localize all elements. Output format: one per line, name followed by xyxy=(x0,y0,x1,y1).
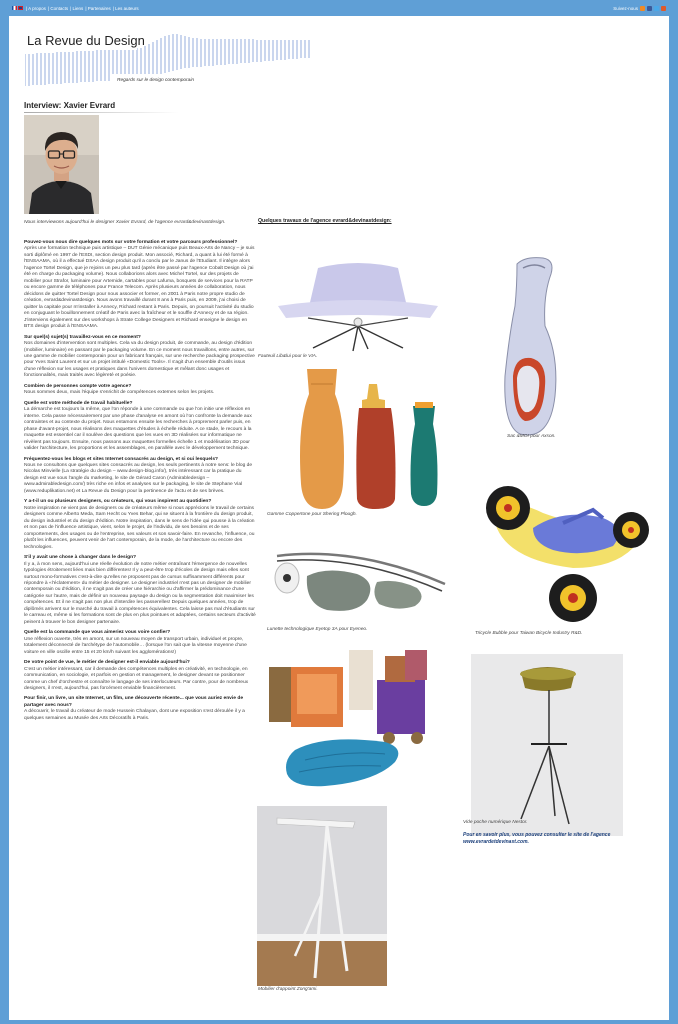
question-2: Sur quel(s) sujet(s) travaillez-vous en ce moment? xyxy=(24,334,141,340)
question-1: Pouvez-vous nous dire quelques mots sur votre formation et votre parcours professionnel? xyxy=(24,240,238,245)
logo-tagline: Regards sur le design contemporain xyxy=(117,78,195,83)
gamme-coppertone-image xyxy=(267,364,452,514)
tricycle-image xyxy=(473,468,653,628)
fauteuil-image xyxy=(258,256,458,356)
vide-poche-image xyxy=(471,654,623,836)
top-nav xyxy=(26,6,139,11)
question-6: Y a-t-il un ou plusieurs designers, ou créateurs, qui vous inspirent au quotidien? xyxy=(24,499,212,505)
answer-6: Notre inspiration ne vient pas de designers ou de créateurs même si nous apprécions le travail de certains designers comme Alberto Meda, Sam Hecht ou Yves Behar, qui se situent à la frontière du design produit, du design industriel et du design d'édition. Notre inspiration, dans le sens de l'idée qui pousse à la création et non pas de l'influence artistique, vient, selon le projet, de l'individu, de ses besoins et de ses comportements, des usages ou de l'entreprise, ses valeurs et son savoir-faire. En revanche, l'influence, ou plutôt les influences, peuvent venir de l'art contemporain, de la mode, de l'architecture ou encore des technologies. xyxy=(24,505,255,550)
gallery-title: Quelques travaux de l'agence evrard&devinastdesign: xyxy=(258,218,392,224)
sac-image xyxy=(495,256,575,446)
answer-8: Une réflexion ouverte, très en amont, sur un nouveau moyen de transport urbain, individuel et propre, totalement déconnecté de l'archétype de l'automobile… (lorsque l'on sait que la vitesse moyenne d'une voiture en ville oscille entre 15 et 20 km/h suivant les agglomérations!) xyxy=(24,636,247,655)
top-bar xyxy=(0,0,678,16)
page-content xyxy=(9,16,669,1020)
facebook-icon[interactable] xyxy=(647,6,652,11)
more-info-text: Pour en savoir plus, vous pouvez consulter le site de l'agence xyxy=(463,832,611,838)
caption-vide-poche: Vide poche numérique Nestor. xyxy=(463,820,528,825)
mail-icon[interactable] xyxy=(661,6,666,11)
more-info xyxy=(463,832,653,846)
nav-liens[interactable]: | Liens xyxy=(70,5,84,11)
question-3: Combien de personnes compte votre agence? xyxy=(24,383,132,389)
french-flag-icon[interactable] xyxy=(12,6,17,10)
caption-gamme: Gamme Coppertone pour Shering Plough. xyxy=(267,512,357,517)
answer-7: Il y a, à mon sens, aujourd'hui une réelle évolution de notre métier entraînant l'émergence de nouvelles typologies étroitement liées mais bien différentes! Il y a peut-être trop d'écoles de design mais elles sont surtout mono-formatives c'est-à-dire qu'elles ne proposent pas de cursus suffisamment différents pour répondre à «l'éclatement» du métier de designer. Le designer industriel n'est pas un designer de mobilier contemporain ou d'édition, il ne s'agit pas de créer une hiérarchie ou d'affirmer la prédominance d'une catégorie sur l'autre, mais de définir un nouveau paysage du design ou la segmentation doit maximiser les compétences. Et il ne s'agit pas non plus d'interdire les passerelles! Depuis quelques années, trop de diplômés arrivent sur le marché du travail à compétences équivalentes. Cela laisse pas mal d'étudiants sur le carreau et, même si les formations sont de plus en plus pointues et adaptées, certains secteurs d'activité peinent à trouver le bon designer partenaire. xyxy=(24,561,256,625)
follow-us xyxy=(613,6,666,11)
caption-sac: Sac &MOI pour Axson. xyxy=(507,434,556,439)
question-9: De votre point de vue, le métier de designer est-il enviable aujourd'hui? xyxy=(24,660,190,666)
question-5: Fréquentez-vous les blogs et sites Internet consacrés au design, et si oui lesquels? xyxy=(24,456,219,462)
site-logo[interactable] xyxy=(25,24,315,94)
question-8: Quelle est la commande que vous aimeriez vous voire confier? xyxy=(24,630,171,636)
mobilier-enfant-image xyxy=(265,642,445,807)
nav-a-propos[interactable]: | A propos xyxy=(26,5,46,11)
question-7: S'il y avait une chose à changer dans le design? xyxy=(24,555,137,561)
question-4: Quelle est votre méthode de travail habituelle? xyxy=(24,400,133,406)
question-10: Pour finir, un livre, un site Internet, un film, une découverte récente... que vous auriez envie de partager avec nous? xyxy=(24,696,244,708)
logo-title: La Revue du Design xyxy=(27,33,145,48)
language-flags xyxy=(12,6,23,10)
caption-zong: Mobilier d'appoint Zong'ami. xyxy=(258,987,318,992)
answer-2: Nos domaines d'intervention sont multiples. Cela va du design produit, de commande, au design d'édition (mobilier, luminaire) en passant par le packaging volume. En ce moment nous travaillons, entre autres, sur une gamme de mobilier contemporain pour un fabricant français, sur une recherche packaging prospective pour Yves Saint Laurent et sur un projet intitulé «Domestic Tools». Il s'agit d'un ensemble d'outils issus d'une réflexion sur les usages et pratiques dans l'univers domestique et mêlant donc usages et fonctionnalités, mais traités avec légèreté et poésie. xyxy=(24,341,255,379)
nav-auteurs[interactable]: | Les auteurs xyxy=(112,5,139,11)
caption-tricycle: Tricycle Bubble pour Taiwan Bicycle Industry R&D. xyxy=(475,631,583,636)
twitter-icon[interactable] xyxy=(654,6,659,11)
article-intro: Nous interviewons aujourd'hui le designer Xavier Evrard, de l'agence evrard&devinastdesign. xyxy=(24,220,226,225)
rss-icon[interactable] xyxy=(640,6,645,11)
answer-1: Après une formation technique puis artistique – DUT Génie mécanique puis Beaux-Arts de Nancy – je suis sorti diplômé en 1997 de l'ESDI, section design produit. Mon associé, Richard, a quant à lui été formé à l'ENSAAMA, où il a effectué DSAA design produit qu'il a conclu par le Janus de l'Etudiant. Il intègre alors l'agence Tortel Design, que je rejoins un peu plus tard (après être passé par l'agence Cobalt Design où j'ai été en charge du packaging volume). Nous collaborions alors avec Michel Tortel, sur des projets de mobilier pour Strafor, luminaire pour Artemide, cartables pour Lafuma, bosquets de services pour la RATP ou encore gamme de téléphones pour France Telecom. Après plusieurs années de collaboration, nous décidons de quitter Tortel Design pour nous associer et former, en 2001 à Paris notre propre studio de création, evrard&devinastdesign. Nous avons travaillé durant 8 ans à Paris puis, en 2009, j'ai choisi de quitter la capitale pour m'installer à Annecy, Richard restant à Paris. Depuis, on poursuit l'activité du studio en conjuguant le bouillonnement créatif de Paris avec la fraîcheur et le souffle d'Annecy et de sa région. J'interviens également sur des workshops à Strate College Designers et Richard enseigne le design en BTS design produit à l'ENSAAMA. xyxy=(24,246,255,330)
title-divider xyxy=(24,112,179,113)
answer-5: Nous ne consultons que quelques sites consacrés au design, les seuls pertinents à notre sens: le blog de Nicolas Minvielle (La stratégie du design – www.design-blog.info/), très intéressant car la pratique du design est vue sous l'angle du marketing, le site de Gérard Caron (Admirabledesign – www.admirabledesign.com/) très riche en infos et analyses sur le packaging, le site de Stephane Vial (www.reduplikation.net) et La Revue du Design pour la pertinence de l'actu et de ses brèves. xyxy=(24,463,253,494)
agency-website-link[interactable]: www.evrardetdevinast.com. xyxy=(463,839,529,845)
zong-image xyxy=(257,806,387,986)
caption-lunette: Lunette technologique Eyetop 3A pour Eyeneo. xyxy=(267,627,368,632)
answer-10: A découvrir, le travail du créateur de mode Hussein Chalayan, dont une exposition s'est déroulée il y a quelques semaines au Musée des Arts Décoratifs à Paris. xyxy=(24,709,245,721)
interview-text xyxy=(24,240,257,722)
answer-3: Nous sommes deux, mais l'équipe s'enrichit de compétences externes selon les projets. xyxy=(24,390,215,396)
nav-contacts[interactable]: | Contacts xyxy=(47,5,69,11)
article-title: Interview: Xavier Evrard xyxy=(24,101,116,110)
lunette-image xyxy=(267,536,452,616)
nav-partenaires[interactable]: | Partenaires xyxy=(85,5,111,11)
answer-4: La démarche est toujours la même, que l'on réponde à une commande ou que l'on initie une réflexion en interne. Cela passe nécessairement par une phase d'analyse en amont où l'on confronte la demande aux contraintes et au contexte du projet. Nous entamons ensuite les recherches à proprement parler puis, en phase d'avant-projet, nous réalisons des maquettes d'études à échelle réduite. A ce stade, le recours à la maquette est essentiel car il soulève des questions que les vues en 3D réalisées sur informatique ne révèlent pas toujours. Ensuite, nous passons aux maquettes formelles échelle 1 et modélisation 3D pour valider l'architecture, les proportions et les assemblages, en parallèle avec le développement technique. xyxy=(24,407,252,452)
caption-fauteuil: Fauteuil Lib&lui pour le VIA. xyxy=(258,354,318,359)
answer-9: C'est un métier intéressant, car il demande des compétences multiples en créativité, en technologie, en communication, en sociologie, et parfois en gestion et management, le designer devant se positionner comme un chef d'orchestre et connaître le langage de ses interlocuteurs. Par contre, pour de nombreux designers, il n'est, aujourd'hui, pas forcément enviable financièrement. xyxy=(24,666,249,691)
portrait-photo xyxy=(24,115,99,214)
follow-label: Suivez-nous xyxy=(613,5,638,11)
uk-flag-icon[interactable] xyxy=(18,6,23,10)
